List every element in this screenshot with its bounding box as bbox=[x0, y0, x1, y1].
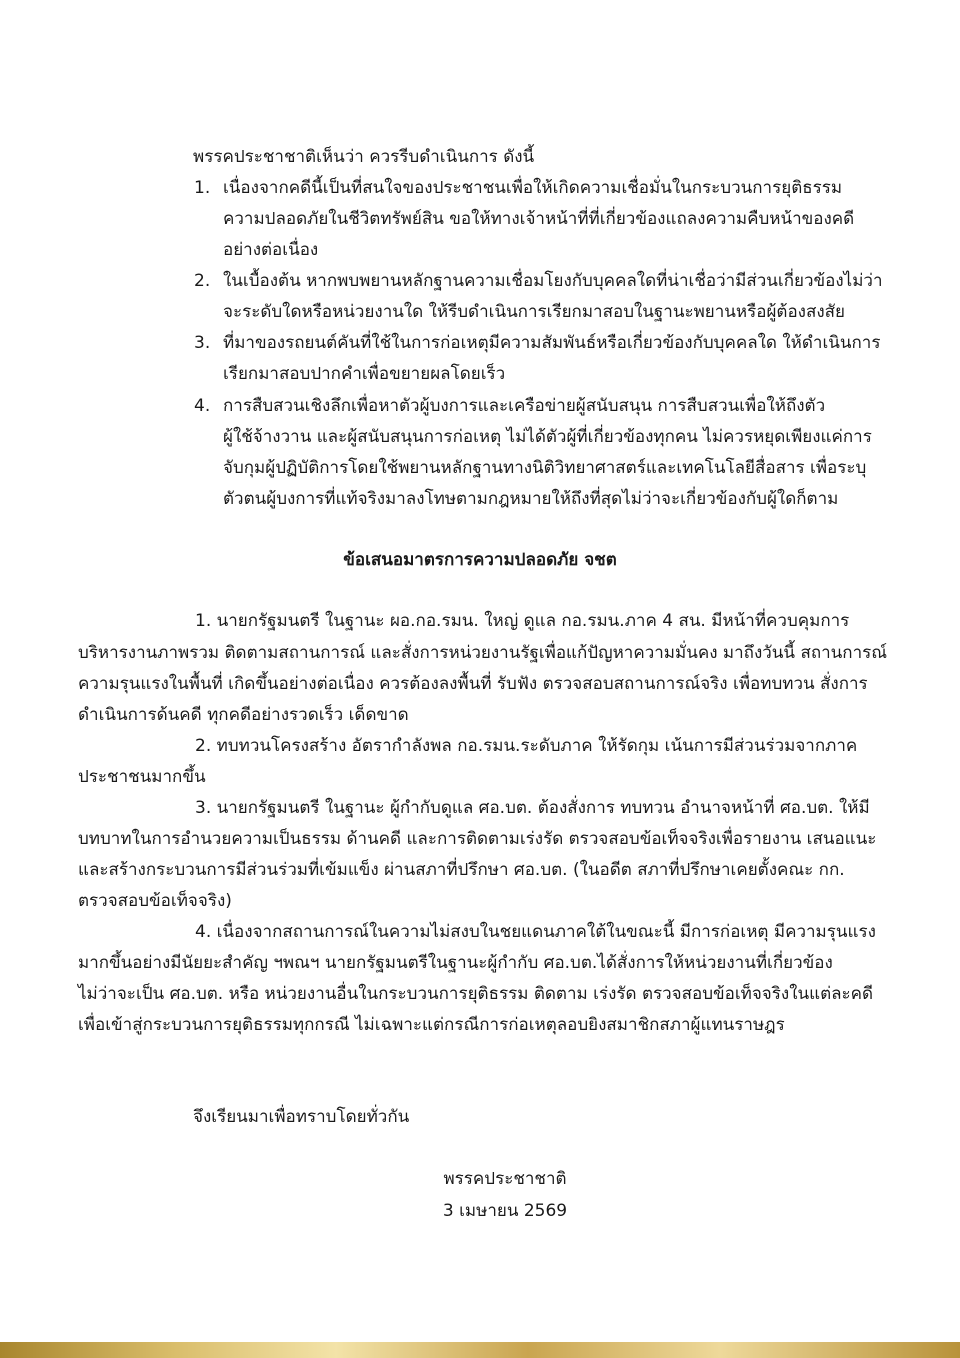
list-item-line: ในเบื้องต้น หากพบพยานหลักฐานความเชื่อมโยงกับบุคคลใดที่น่าเชื่อว่ามีส่วนเกี่ยวข้องไม่ว่า bbox=[223, 271, 883, 291]
list-item-number: 3. bbox=[194, 333, 211, 353]
list-item-number: 1. bbox=[194, 178, 211, 198]
list-item-number: 2. bbox=[194, 271, 211, 291]
proposal-line: ดำเนินการด้นคดี ทุกคดีอย่างรวดเร็ว เด็ดขาด bbox=[78, 705, 409, 725]
signature-party: พรรคประชาชาติ bbox=[443, 1169, 567, 1189]
proposal-line: และสร้างกระบวนการมีส่วนร่วมที่เข้มแข็ง ผ่านสภาที่ปรึกษา ศอ.บต. (ในอดีต สภาที่ปรึกษาเคยตั้งคณะ กก. bbox=[78, 860, 845, 880]
list-item-line: จะระดับใดหรือหน่วยงานใด ให้รีบดำเนินการเรียกมาสอบในฐานะพยานหรือผู้ต้องสงสัย bbox=[223, 302, 845, 322]
section-heading: ข้อเสนอมาตรการความปลอดภัย จชต bbox=[343, 550, 617, 570]
list-item-line: จับกุมผู้ปฏิบัติการโดยใช้พยานหลักฐานทางนิติวิทยาศาสตร์และเทคโนโลยีสื่อสาร เพื่อระบุ bbox=[223, 458, 867, 478]
proposal-line: ไม่ว่าจะเป็น ศอ.บต. หรือ หน่วยงานอื่นในกระบวนการยุติธรรม ติดตาม เร่งรัด ตรวจสอบข้อเท็จจริงในแต่ละคดี bbox=[78, 984, 874, 1004]
proposal-line: เพื่อเข้าสู่กระบวนการยุติธรรมทุกกรณี ไม่เฉพาะแต่กรณีการก่อเหตุลอบยิงสมาชิกสภาผู้แทนราษฎร bbox=[78, 1015, 785, 1035]
proposal-line: บทบาทในการอำนวยความเป็นธรรม ด้านคดี และการติดตามเร่งรัด ตรวจสอบข้อเท็จจริงเพื่อรายงาน เสนอแนะ bbox=[78, 829, 877, 849]
list-item-line: อย่างต่อเนื่อง bbox=[223, 240, 319, 260]
proposal-line: ความรุนแรงในพื้นที่ เกิดขึ้นอย่างต่อเนื่อง ควรต้องลงพื้นที่ รับฟัง ตรวจสอบสถานการณ์จริง เพื่อทบทวน สั่งการ bbox=[78, 674, 868, 694]
proposal-first-line: 2. ทบทวนโครงสร้าง อัตรากำลังพล กอ.รมน.ระดับภาค ให้รัดกุม เน้นการมีส่วนร่วมจากภาค bbox=[195, 736, 858, 756]
list-item-number: 4. bbox=[194, 396, 211, 416]
proposal-line: ตรวจสอบข้อเท็จจริง) bbox=[78, 891, 232, 911]
list-item-line: ที่มาของรถยนต์คันที่ใช้ในการก่อเหตุมีความสัมพันธ์หรือเกี่ยวข้องกับบุคคลใด ให้ดำเนินการ bbox=[223, 333, 881, 353]
proposal-line: มากขึ้นอย่างมีนัยยะสำคัญ ฯพณฯ นายกรัฐมนตรีในฐานะผู้กำกับ ศอ.บต.ได้สั่งการให้หน่วยงานที่เกี่ยวข้อง bbox=[78, 953, 833, 973]
proposal-first-line: 4. เนื่องจากสถานการณ์ในความไม่สงบในชยแดนภาคใต้ในขณะนี้ มีการก่อเหตุ มีความรุนแรง bbox=[195, 922, 876, 942]
signature-date: 3 เมษายน 2569 bbox=[442, 1201, 568, 1221]
proposal-first-line: 3. นายกรัฐมนตรี ในฐานะ ผู้กำกับดูแล ศอ.บต. ต้องสั่งการ ทบทวน อำนาจหน้าที่ ศอ.บต. ให้มี bbox=[195, 798, 870, 818]
list-item-line: ความปลอดภัยในชีวิตทรัพย์สิน ขอให้ทางเจ้าหน้าที่ที่เกี่ยวข้องแถลงความคืบหน้าของคดี bbox=[223, 209, 855, 229]
list-item-line: การสืบสวนเชิงลึกเพื่อหาตัวผู้บงการและเครือข่ายผู้สนับสนุน การสืบสวนเพื่อให้ถึงตัว bbox=[223, 396, 826, 416]
proposal-line: ประชาชนมากขึ้น bbox=[78, 767, 206, 787]
closing-text: จึงเรียนมาเพื่อทราบโดยทั่วกัน bbox=[193, 1107, 410, 1127]
list-item-line: ตัวตนผู้บงการที่แท้จริงมาลงโทษตามกฎหมายให้ถึงที่สุดไม่ว่าจะเกี่ยวข้องกับผู้ใดก็ตาม bbox=[223, 489, 839, 509]
gold-footer-bar bbox=[0, 1342, 960, 1358]
list-item-line: ผู้ใช้จ้างวาน และผู้สนับสนุนการก่อเหตุ ไม่ได้ตัวผู้ที่เกี่ยวข้องทุกคน ไม่ควรหยุดเพียงแค่การ bbox=[223, 427, 872, 447]
proposal-first-line: 1. นายกรัฐมนตรี ในฐานะ ผอ.กอ.รมน. ใหญ่ ดูแล กอ.รมน.ภาค 4 สน. มีหน้าที่ควบคุมการ bbox=[195, 611, 850, 631]
intro-text: พรรคประชาชาติเห็นว่า ควรรีบดำเนินการ ดังนี้ bbox=[193, 147, 535, 167]
proposal-line: บริหารงานภาพรวม ติดตามสถานการณ์ และสั่งการหน่วยงานรัฐเพื่อแก้ปัญหาความมั่นคง มาถึงวันนี้ สถานการณ์ bbox=[78, 643, 888, 663]
list-item-line: เนื่องจากคดีนี้เป็นที่สนใจของประชาชนเพื่อให้เกิดความเชื่อมั่นในกระบวนการยุติธรรม bbox=[223, 178, 843, 198]
list-item-line: เรียกมาสอบปากคำเพื่อขยายผลโดยเร็ว bbox=[223, 364, 506, 384]
